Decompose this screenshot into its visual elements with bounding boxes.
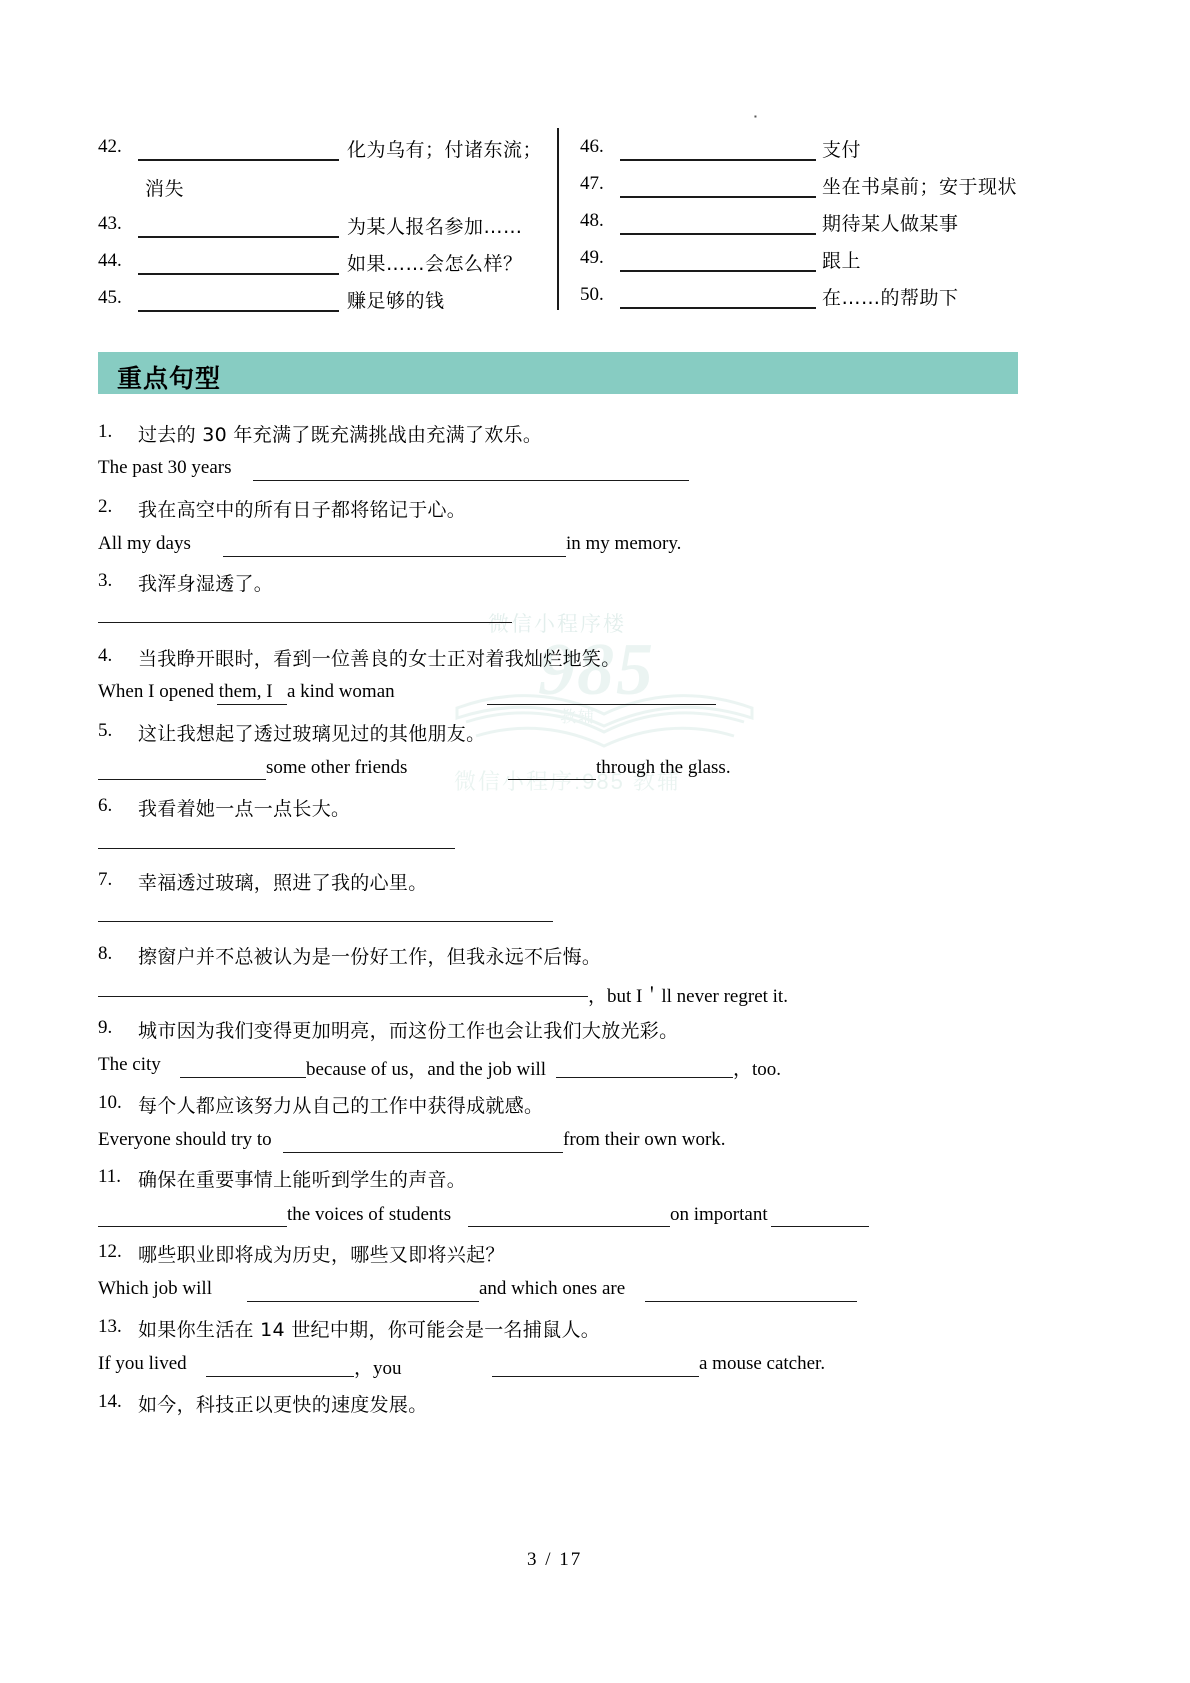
- sentence-number-5: 5.: [98, 720, 113, 741]
- vocab-meaning-47: 坐在书桌前；安于现状: [822, 176, 1018, 198]
- vocab-answer-blank-46[interactable]: [620, 159, 816, 161]
- vocab-number-44: 44.: [98, 250, 122, 271]
- sentence-chinese-5: 这让我想起了透过玻璃见过的其他朋友。: [138, 723, 486, 745]
- vocab-answer-blank-42[interactable]: [138, 159, 339, 161]
- vocab-number-46: 46.: [580, 136, 604, 157]
- vocab-meaning-48: 期待某人做某事: [822, 213, 959, 235]
- vocab-meaning-42-cont: 消失: [145, 178, 185, 200]
- sentence-english-10-part-0: Everyone should try to: [98, 1129, 272, 1150]
- sentence-blank-12-b[interactable]: [645, 1301, 857, 1302]
- sentence-blank-1-a[interactable]: [253, 480, 689, 481]
- sentence-english-11-part-1: the voices of students: [287, 1204, 452, 1225]
- sentence-number-10: 10.: [98, 1092, 122, 1113]
- sentence-chinese-14: 如今，科技正以更快的速度发展。: [138, 1394, 428, 1416]
- sentence-blank-12-a[interactable]: [247, 1301, 479, 1302]
- sentence-english-12-part-1: and which ones are: [479, 1278, 626, 1299]
- sentence-english-13-part-0: If you lived: [98, 1353, 187, 1374]
- vocab-answer-blank-47[interactable]: [620, 196, 816, 198]
- sentence-english-9-part-0: The city: [98, 1054, 161, 1075]
- section-header-band: [98, 352, 1018, 394]
- sentence-chinese-1: 过去的 30 年充满了既充满挑战由充满了欢乐。: [138, 424, 543, 446]
- sentence-blank-5-b[interactable]: [508, 779, 596, 780]
- sentence-english-10-part-1: from their own work.: [563, 1129, 726, 1150]
- watermark-bottom-text: 微信小程序:985 教辅: [454, 769, 681, 794]
- vocab-number-45: 45.: [98, 287, 122, 308]
- sentence-number-9: 9.: [98, 1017, 113, 1038]
- watermark-logo-985: 985: [538, 629, 655, 711]
- vocab-meaning-45: 赚足够的钱: [347, 290, 445, 312]
- sentence-english-11-part-2: on important: [670, 1204, 768, 1225]
- sentence-chinese-10: 每个人都应该努力从自己的工作中获得成就感。: [138, 1095, 544, 1117]
- sentence-blank-8-a[interactable]: [98, 996, 588, 997]
- sentence-chinese-8: 擦窗户并不总被认为是一份好工作，但我永远不后悔。: [138, 946, 602, 968]
- sentence-blank-11-b[interactable]: [468, 1226, 670, 1227]
- sentence-chinese-11: 确保在重要事情上能听到学生的声音。: [138, 1169, 467, 1191]
- sentence-blank-9-a[interactable]: [180, 1077, 306, 1078]
- sentence-chinese-4: 当我睁开眼时，看到一位善良的女士正对着我灿烂地笑。: [138, 648, 621, 670]
- sentence-blank-3-a[interactable]: [98, 622, 512, 623]
- watermark-logo-sub: 教辅: [560, 709, 597, 726]
- sentence-number-13: 13.: [98, 1316, 122, 1337]
- vocab-number-48: 48.: [580, 210, 604, 231]
- sentence-english-1-part-0: The past 30 years: [98, 457, 232, 478]
- sentence-english-8-part-1: ，but I＇ll never regret it.: [588, 986, 788, 1007]
- vocab-answer-blank-50[interactable]: [620, 307, 816, 309]
- vocab-number-50: 50.: [580, 284, 604, 305]
- sentence-chinese-13: 如果你生活在 14 世纪中期，你可能会是一名捕鼠人。: [138, 1319, 601, 1341]
- vocab-answer-blank-44[interactable]: [138, 273, 339, 275]
- sentence-chinese-12: 哪些职业即将成为历史，哪些又即将兴起？: [138, 1244, 505, 1266]
- watermark-book-icon: [452, 688, 762, 768]
- sentence-english-4-part-1: a kind woman: [287, 681, 395, 702]
- column-divider: [557, 128, 559, 310]
- vocab-meaning-42: 化为乌有；付诸东流；: [347, 139, 543, 161]
- sentence-blank-9-b[interactable]: [556, 1077, 733, 1078]
- sentence-english-13-part-1: ，you: [354, 1358, 402, 1379]
- sentence-number-2: 2.: [98, 496, 113, 517]
- vocab-meaning-44: 如果……会怎么样？: [347, 253, 523, 275]
- sentence-english-12-part-0: Which job will: [98, 1278, 212, 1299]
- sentence-number-6: 6.: [98, 795, 113, 816]
- watermark-top-text: 微信小程序楼: [488, 613, 626, 636]
- sentence-english-5-part-1: some other friends: [266, 757, 408, 778]
- vocab-meaning-43: 为某人报名参加……: [347, 216, 523, 238]
- vocab-number-43: 43.: [98, 213, 122, 234]
- sentence-blank-11-a[interactable]: [98, 1226, 287, 1227]
- sentence-blank-4-b[interactable]: [487, 704, 716, 705]
- sentence-chinese-7: 幸福透过玻璃，照进了我的心里。: [138, 872, 428, 894]
- vocab-meaning-50: 在……的帮助下: [822, 287, 959, 309]
- sentence-english-2-part-1: in my memory.: [566, 533, 682, 554]
- sentence-chinese-3: 我浑身湿透了。: [138, 573, 274, 595]
- sentence-blank-6-a[interactable]: [98, 848, 455, 849]
- sentence-blank-7-a[interactable]: [98, 921, 553, 922]
- sentence-number-7: 7.: [98, 869, 113, 890]
- section-header-title: 重点句型: [117, 364, 222, 393]
- sentence-english-4-part-0: When I opened them, I: [98, 681, 273, 702]
- sentence-english-2-part-0: All my days: [98, 533, 191, 554]
- sentence-blank-13-b[interactable]: [492, 1376, 699, 1377]
- sentence-number-11: 11.: [98, 1166, 122, 1187]
- sentence-blank-5-a[interactable]: [98, 779, 266, 780]
- sentence-number-1: 1.: [98, 421, 113, 442]
- vocab-answer-blank-45[interactable]: [138, 310, 339, 312]
- stray-mark: ▪: [754, 112, 757, 121]
- sentence-blank-2-a[interactable]: [223, 556, 566, 557]
- sentence-english-13-part-2: a mouse catcher.: [699, 1353, 826, 1374]
- sentence-number-8: 8.: [98, 943, 113, 964]
- sentence-number-12: 12.: [98, 1241, 122, 1262]
- vocab-number-47: 47.: [580, 173, 604, 194]
- vocab-meaning-49: 跟上: [822, 250, 862, 272]
- sentence-chinese-6: 我看着她一点一点长大。: [138, 798, 351, 820]
- sentence-number-3: 3.: [98, 570, 113, 591]
- sentence-blank-11-c[interactable]: [771, 1226, 869, 1227]
- sentence-number-14: 14.: [98, 1391, 122, 1412]
- sentence-blank-4-a[interactable]: [217, 704, 287, 705]
- sentence-number-4: 4.: [98, 645, 113, 666]
- vocab-number-42: 42.: [98, 136, 122, 157]
- vocab-number-49: 49.: [580, 247, 604, 268]
- sentence-chinese-2: 我在高空中的所有日子都将铭记于心。: [138, 499, 467, 521]
- page-number-footer: 3 / 17: [527, 1549, 583, 1570]
- sentence-english-9-part-2: ，too.: [733, 1059, 782, 1080]
- vocab-answer-blank-48[interactable]: [620, 233, 816, 235]
- vocab-meaning-46: 支付: [822, 139, 862, 161]
- vocab-answer-blank-43[interactable]: [138, 236, 339, 238]
- sentence-blank-10-a[interactable]: [283, 1152, 563, 1153]
- vocab-answer-blank-49[interactable]: [620, 270, 816, 272]
- sentence-english-9-part-1: because of us，and the job will: [306, 1059, 547, 1080]
- sentence-chinese-9: 城市因为我们变得更加明亮，而这份工作也会让我们大放光彩。: [138, 1020, 679, 1042]
- sentence-blank-13-a[interactable]: [206, 1376, 354, 1377]
- sentence-english-5-part-2: through the glass.: [596, 757, 731, 778]
